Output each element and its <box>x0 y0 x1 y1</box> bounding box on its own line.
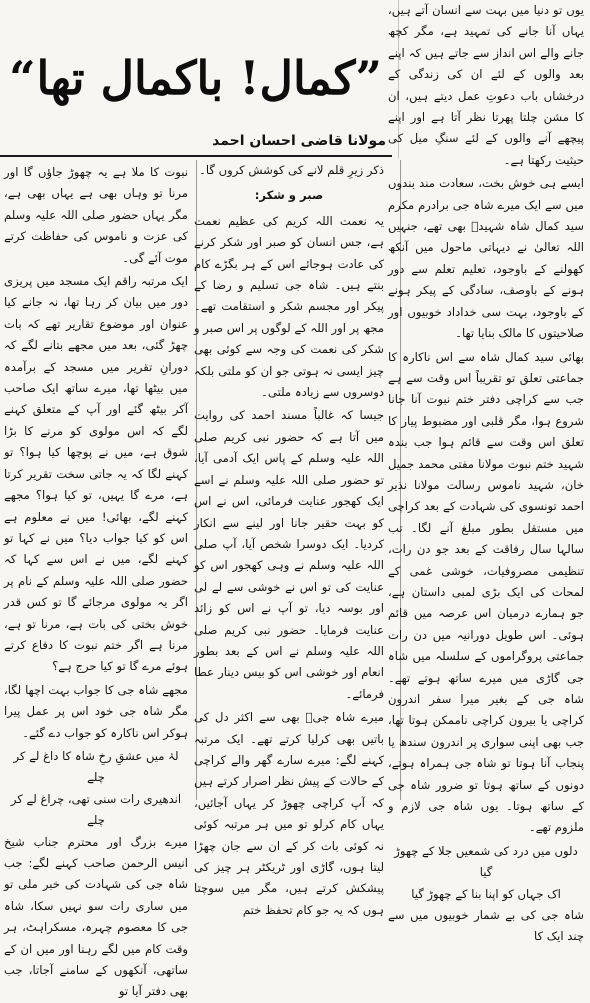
paragraph: یوں تو دنیا میں بہت سے انسان آتے ہیں، یہاں آنا جانے کی تمہید ہے، مگر کچھ جانے والے اس انداز سے جاتے ہیں کہ اپنے بعد والوں کے لئے ان کی زندگی کے درخشاں باب دعوتِ عمل دیتے ہیں، ان کا مشن چلتا پھرتا نظر آتا ہے اور اپنے پیچھے آنے والوں کے لئے سنگِ میل کی حیثیت رکھتا ہے۔ <box>388 3 584 167</box>
author-byline: مولانا قاضی احسان احمد <box>212 133 386 149</box>
paragraph: ایسے ہی خوش بخت، سعادت مند بندوں میں سے ایک میرے شاہ جی برادرم مکرم سید کمال شاہ شہیدؒ بھی تھے، جنہیں اللہ تعالیٰ نے دیہاتی ماحول میں آنکھ کھولنے کے باوجود، تعلیم تعلم سے دور ہونے کے باوصف، سادگی کے پیکر ہونے کے باوجود، بہت سی خداداد خوبیوں اور صلاحیتوں کا مالک بنایا تھا۔ <box>388 176 584 341</box>
paragraph: جیسا کہ غالباً مسند احمد کی روایت میں آتا ہے کہ حضور نبی کریم صلی اللہ علیہ وسلم کے پاس ایک آدمی آیا، تو حضور صلی اللہ علیہ وسلم نے اسے ایک کھجور عنایت فرمائی، اس نے اس کو بہت حقیر جانا اور لینے سے انکار کردیا۔ ایک دوسرا شخص آیا، آپ صلی اللہ علیہ وسلم نے وہی کھجور اس کو عنایت کی تو اس نے خوشی سے لے لی اور بوسہ دیا، تو آپ نے اس کو زائد عنایت فرمایا۔ حضور نبی کریم صلی اللہ علیہ وسلم نے اس کے بعد بطور انعام اور خوشی اس کو بیس دینار عطا فرمائے۔ <box>194 408 384 701</box>
paragraph: نبوت کا ملا ہے یہ چھوڑ جاؤں گا اور مرنا تو وہاں بھی ہے یہاں بھی ہے، مگر یہاں حضور صلی اللہ علیہ وسلم کی عزت و ناموس کی حفاظت کرتے موت آئے گی۔ <box>4 165 188 265</box>
headline-rule <box>0 155 392 157</box>
paragraph: مجھے شاہ جی کا جواب بہت اچھا لگا، مگر شاہ جی خود اس پر عمل پیرا ہوکر اس ناکارہ کو جواب دے گئے۔ <box>4 682 188 740</box>
paragraph: شاہ جی کی بے شمار خوبیوں میں سے چند ایک کا <box>388 908 584 944</box>
paragraph: ایک مرتبہ راقم ایک مسجد میں پریزی دور میں بیان کر رہا تھا، نہ جانے کیا عنوان اور موضوع تقاریر تھے کہ بات چھڑ گئی، بعد میں مجھے بتانے لگے کہ دورانِ تقریر میں مسجد کے برآمدہ میں بیٹھا تھا، میرے ساتھ ایک صاحب آکر بیٹھ گئے اور آپ کے متعلق کہنے لگے کہ اس مولوی کو مرنے کا بڑا شوق ہے، میں نے پوچھا کیا ہوا؟ تو کہنے لگا کہ یہ جاتی سخت تقریر کرتا ہے، مرے گا یہیں، تو کیا ہوا؟ مجھے کہنے لگے، بھائی! میں نے معلوم ہے اس کو کیا جواب دیا؟ میں نے کہا تو کہنے لگے، میں نے اس سے کہا کہ حضور صلی اللہ علیہ وسلم کے نام پر اگر یہ مولوی مرجائے گا تو کس قدر خوش بختی کی بات ہے، مرنا تو ہے، مرنا ہے اگر ختم نبوت کا دفاع کرتے ہوئے مرے گا تو کیا حرج ہے؟ <box>4 274 188 674</box>
poem-line: اک جہاں کو اپنا بنا کے چھوڑ گیا <box>411 886 561 901</box>
headline-open-quote: “ <box>9 51 37 105</box>
section-heading: صبر و شکر: <box>254 188 324 203</box>
poem-line: لہٰ میں عشقِ رخِ شاہ کا داغ لے کر چلے <box>13 748 179 785</box>
headline-text: کمال! باکمال تھا <box>36 51 356 105</box>
column-middle <box>194 160 384 917</box>
paragraph: یہ نعمت اللہ کریم کی عظیم نعمت ہے، جس انسان کو صبر اور شکر کرنے کی عادت ہوجائے اس کے ہر بگڑے کام بنتے ہیں۔ شاہ جی تسلیم و رضا کے پیکر اور مجسم شکر و استقامت تھے۔ مجھ پر اور اللہ کے لوگوں پر اس صبر و شکر کی نعمت کی وجہ سے کوئی بھی چیز ایسی نہ ہوتی جو ان کو ملتی بلکہ دوسروں سے زیادہ ملتی۔ <box>194 213 384 400</box>
paragraph: میرے بزرگ اور محترم جناب شیخ انیس الرحمن صاحب کہنے لگے: جب شاہ جی کی شہادت کی خبر ملی تو میں ساری رات سو نہیں سکا، شاہ جی کا معصوم چہرہ، مسکراہٹ، ہر وقت کام میں لگے رہنا اور میں ان کے ساتھی، آنکھوں کے سامنے آجاتا، جب بھی دفتر آیا تو <box>4 834 188 999</box>
paragraph: ذکر زیرِ قلم لانے کی کوشش کروں گا۔ <box>199 163 384 177</box>
paragraph: بھائی سید کمال شاہ سے اس ناکارہ کا جماعتی تعلق تو تقریباً اس وقت سے ہے جب سے کراچی دفتر ختم نبوت آنا جانا شروع ہوا، مگر قلبی اور مضبوط پیار کا تعلق اس وقت سے قائم ہوا جب بندہ شہید ختم نبوت مولانا مفتی محمد جمیل خان، شہید ناموس رسالت مولانا نذیر احمد تونسوی کی شہادت کے بعد کراچی میں مستقل بطور مبلغ آنے لگا۔ تب سالہا سال رفاقت کے بعد جو دن رات، تنظیمی مصروفیات، خوشی غمی کے لمحات کی ایک بڑی لمبی داستان ہے، جو ہمارے درمیان اس عرصہ میں قائم ہوئی۔ اس طویل دورانیہ میں دن رات جماعتی پروگراموں کے سلسلہ میں شاہ جی گاڑی میں میرے ساتھ ہوتے تھے۔ شاہ جی کے بغیر میرا سفر اندرون کراچی یا بیرون کراچی ناممکن ہوتا تھا، جب بھی اپنی سواری پر اندرون سندھ یا پنجاب آنا ہوتا تو شاہ جی ہمراہ ہوتے، دونوں کے ساتھ ہوتا تو ضرور شاہ جی کے ساتھ ہوتا۔ یوں شاہ جی لازم و ملزوم تھے۔ <box>388 349 584 835</box>
column-left <box>4 162 188 999</box>
poem-line: اندھیری رات سنی تھی، چراغ لے کر چلے <box>10 791 182 828</box>
headline <box>0 30 392 126</box>
paragraph: میرے شاہ جیؒ بھی سے اکثر دل کی باتیں بھی کرلیا کرتے تھے۔ ایک مرتبہ کہنے لگے: میرے سارے گھر والے کراچی کے حالات کے پیش نظر اصرار کرتے ہیں کہ آپ کراچی چھوڑ کر یہاں آجائیں، یہاں کام کرلو تو میں ہر مرتبہ کوئی نہ کوئی بات کر کے ان سے جان چھڑا لیتا ہوں، گاڑی اور ٹریکٹر ہر چیز کی پیشکش کرتے ہیں، مگر میں سوچتا ہوں کہ یہ جو کام تحفظ ختم <box>194 710 384 917</box>
headline-close-quote: ” <box>355 51 383 105</box>
poem-line: دلوں میں درد کی شمعیں جلا کے چھوڑ گیا <box>394 843 578 880</box>
column-right <box>388 0 584 944</box>
